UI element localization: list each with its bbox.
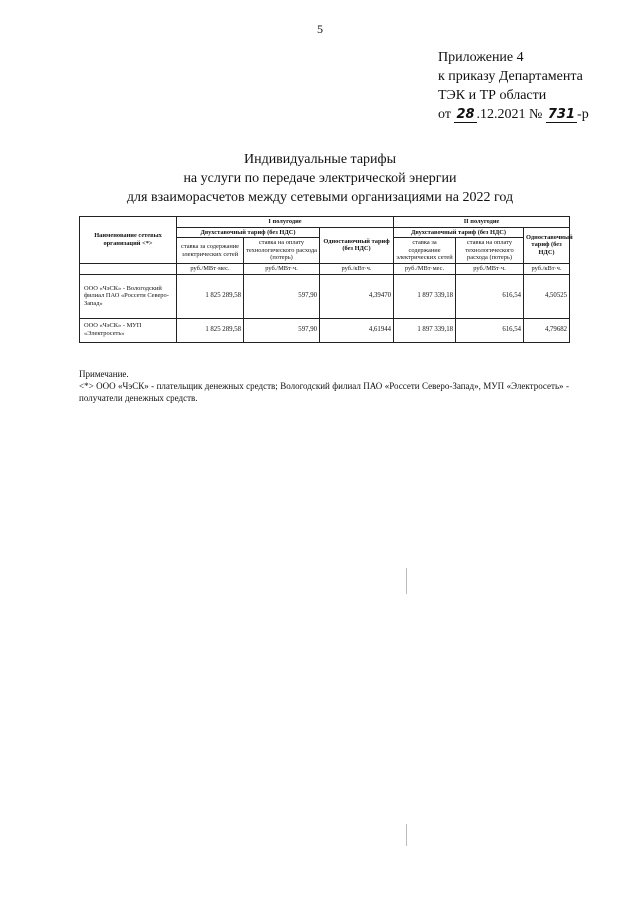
scan-artifact-line (406, 824, 407, 846)
h2-unit-maintenance: руб./МВт·мес. (394, 263, 456, 274)
table-row (80, 318, 570, 342)
h1-maintenance-value: 1 825 289,58 (177, 318, 244, 342)
document-title (0, 150, 640, 207)
appendix-line-1: Приложение 4 (438, 50, 524, 65)
date-day-handwritten: 28 (456, 107, 475, 122)
h2-maintenance-value: 1 897 339,18 (394, 274, 456, 318)
title-line-2: на услуги по передаче электрической энергии (183, 171, 457, 186)
title-line-1: Индивидуальные тарифы (243, 152, 397, 167)
h2-unit-one-part: руб./кВт·ч. (524, 263, 570, 274)
h1-two-part-header: Двухставочный тариф (без НДС) (177, 227, 320, 238)
h1-losses-value: 597,90 (244, 318, 320, 342)
h2-one-part-value: 4,50525 (524, 274, 570, 318)
h2-maintenance-value: 1 897 339,18 (394, 318, 456, 342)
h1-maintenance-value: 1 825 289,58 (177, 274, 244, 318)
h2-one-part-value: 4,79682 (524, 318, 570, 342)
note-block (79, 368, 569, 404)
units-empty-cell (80, 263, 177, 274)
h1-unit-losses: руб./МВт·ч. (244, 263, 320, 274)
appendix-block (438, 48, 589, 124)
appendix-line-3: ТЭК и ТР области (438, 88, 547, 103)
h2-two-part-header: Двухставочный тариф (без НДС) (394, 227, 524, 238)
note-heading: Примечание. (79, 369, 129, 379)
order-number-handwritten: 731 (547, 107, 576, 122)
h2-losses-value: 616,54 (456, 274, 524, 318)
note-text: <*> ООО «ЧэСК» - плательщик денежных средств; Вологодский филиал ПАО «Россети Северо-Запад», МУП «Электросеть» - получатели денежных средств. (79, 381, 569, 403)
order-suffix: -р (577, 107, 589, 122)
table-row (80, 274, 570, 318)
h1-unit-one-part: руб./кВт·ч. (320, 263, 394, 274)
tariffs-table (79, 216, 573, 343)
col-header-org: Наименование сетевых организаций <*> (80, 217, 177, 264)
appendix-line-2: к приказу Департамента (438, 69, 583, 84)
col-header-half-1: I полугодие (177, 217, 394, 228)
h1-one-part-header: Одноставочный тариф (без НДС) (320, 227, 394, 263)
h1-losses-value: 597,90 (244, 274, 320, 318)
h2-one-part-header: Одноставочный тариф (без НДС) (524, 227, 570, 263)
org-name-cell: ООО «ЧэСК» - МУП «Электросеть» (80, 318, 177, 342)
table-units-row (80, 263, 570, 274)
page-number: 5 (317, 22, 323, 36)
h2-unit-losses: руб./МВт·ч. (456, 263, 524, 274)
col-header-half-2: II полугодие (394, 217, 570, 228)
h1-rate-maintenance-header: ставка за содержание электрических сетей (177, 238, 244, 264)
h1-rate-losses-header: ставка на оплату технологического расхода (потерь) (244, 238, 320, 264)
h1-one-part-value: 4,39470 (320, 274, 394, 318)
org-name-cell: ООО «ЧэСК» - Вологодский филиал ПАО «Россети Северо-Запад» (80, 274, 177, 318)
table-header-row-1 (80, 217, 570, 228)
appendix-date-line (438, 105, 589, 124)
date-rest: .12.2021 № (476, 107, 543, 122)
h2-rate-losses-header: ставка на оплату технологического расхода (потерь) (456, 238, 524, 264)
title-line-3: для взаиморасчетов между сетевыми организациями на 2022 год (126, 190, 514, 205)
h2-losses-value: 616,54 (456, 318, 524, 342)
scan-artifact-line (406, 568, 407, 594)
h1-unit-maintenance: руб./МВт·мес. (177, 263, 244, 274)
h2-rate-maintenance-header: ставка за содержание электрических сетей (394, 238, 456, 264)
h1-one-part-value: 4,61944 (320, 318, 394, 342)
date-prefix: от (438, 107, 451, 122)
